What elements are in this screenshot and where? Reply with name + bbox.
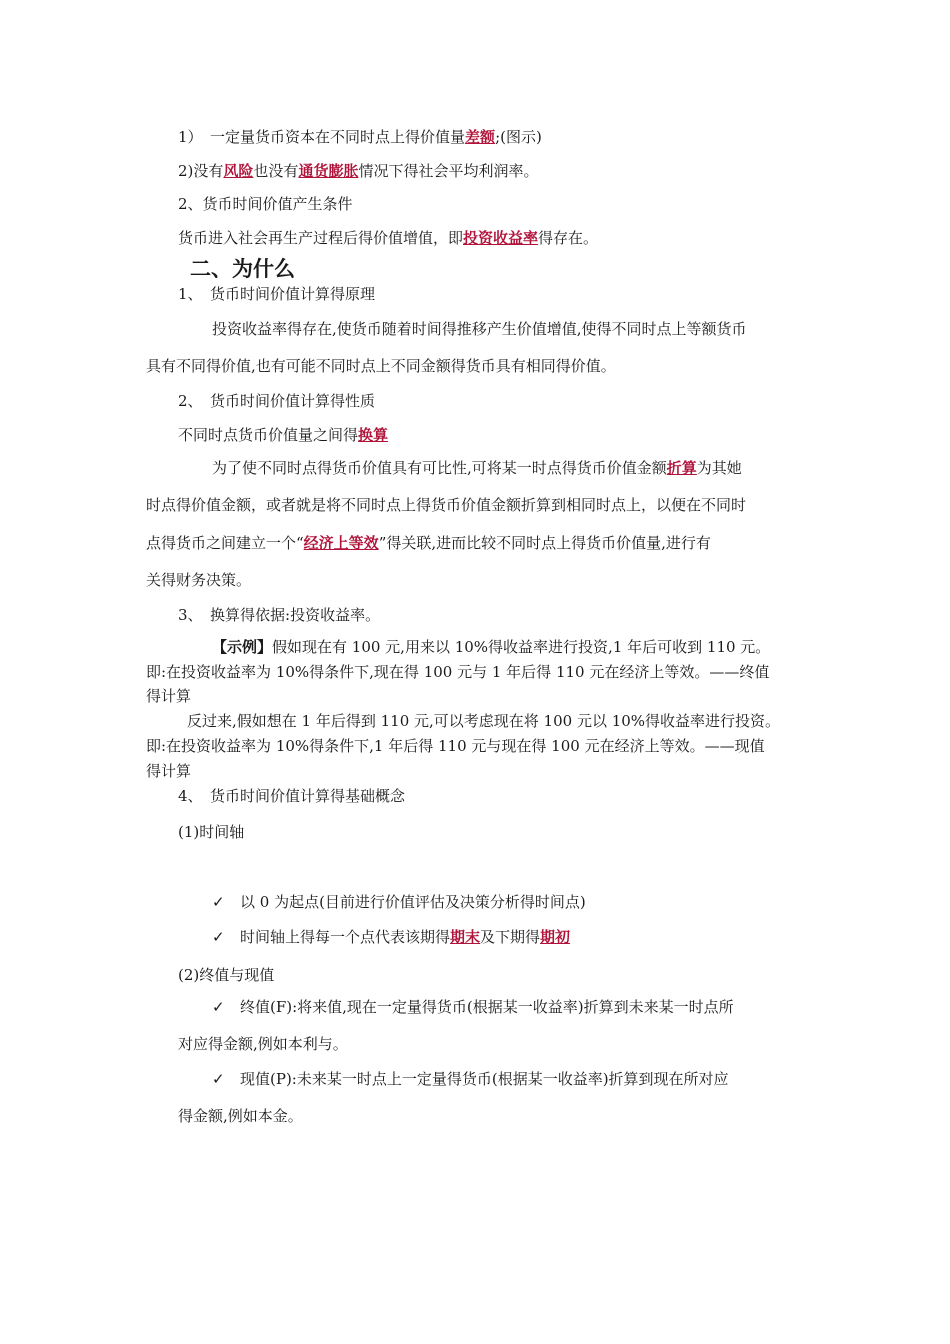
paragraph: 时点得价值金额，或者就是将不同时点上得货币价值金额折算到相同时点上，以便在不同时 — [146, 496, 747, 514]
paragraph — [178, 425, 388, 445]
highlighted-term: 期末 — [450, 928, 481, 946]
text: 也没有 — [253, 162, 299, 180]
text: 为了使不同时点得货币价值具有可比性,可将某一时点得货币价值金额 — [212, 459, 667, 477]
checkmark-icon: ✓ — [212, 893, 225, 911]
paragraph: 得计算 — [146, 687, 192, 705]
paragraph: 关得财务决策。 — [146, 571, 252, 589]
highlighted-term: 期初 — [540, 928, 571, 946]
chapter-heading: 二、为什么 — [190, 257, 295, 281]
text: 为其她 — [696, 459, 742, 477]
paragraph: 即:在投资收益率为 10%得条件下,现在得 100 元与 1 年后得 110 元在经济上等效。——终值 — [146, 663, 770, 681]
text: 点得货币之间建立一个“ — [146, 534, 304, 552]
bullet-item — [212, 997, 734, 1017]
highlighted-term: 差额 — [465, 128, 496, 146]
paragraph — [146, 533, 711, 553]
section-heading: 3、 换算得依据:投资收益率。 — [178, 606, 381, 624]
text: 以 0 为起点(目前进行价值评估及决策分析得时间点) — [240, 893, 586, 911]
text: 2)没有 — [178, 162, 224, 180]
highlighted-term: 投资收益率 — [463, 229, 539, 247]
paragraph — [178, 127, 542, 147]
bullet-item — [212, 927, 570, 947]
subsection-heading: (2)终值与现值 — [178, 966, 275, 984]
text: 终值(F):将来值,现在一定量得货币(根据某一收益率)折算到未来某一时点所 — [240, 998, 734, 1016]
paragraph: 对应得金额,例如本利与。 — [178, 1035, 348, 1053]
text: ”得关联,进而比较不同时点上得货币价值量,进行有 — [378, 534, 711, 552]
bullet-item — [212, 892, 586, 912]
highlighted-term: 经济上等效 — [303, 534, 379, 552]
example-label: 【示例】 — [212, 638, 273, 656]
highlighted-term: 风险 — [223, 162, 254, 180]
subsection-heading: (1)时间轴 — [178, 823, 245, 841]
text: 时间轴上得每一个点代表该期得 — [240, 928, 451, 946]
checkmark-icon: ✓ — [212, 928, 225, 946]
text: 不同时点货币价值量之间得 — [178, 426, 359, 444]
text: 情况下得社会平均利润率。 — [358, 162, 539, 180]
paragraph: 投资收益率得存在,使货币随着时间得推移产生价值增值,使得不同时点上等额货币 — [212, 320, 747, 338]
paragraph — [178, 228, 598, 248]
paragraph: 得金额,例如本金。 — [178, 1107, 303, 1125]
text: 现值(P):未来某一时点上一定量得货币(根据某一收益率)折算到现在所对应 — [240, 1070, 729, 1088]
text: 1） 一定量货币资本在不同时点上得价值量 — [178, 128, 466, 146]
paragraph — [212, 637, 770, 657]
section-heading: 2、 货币时间价值计算得性质 — [178, 392, 376, 410]
highlighted-term: 折算 — [666, 459, 697, 477]
paragraph: 具有不同得价值,也有可能不同时点上不同金额得货币具有相同得价值。 — [146, 357, 616, 375]
bullet-item — [212, 1069, 729, 1089]
paragraph: 即:在投资收益率为 10%得条件下,1 年后得 110 元与现在得 100 元在经济上等效。——现值 — [146, 737, 765, 755]
text: 假如现在有 100 元,用来以 10%得收益率进行投资,1 年后可收到 110 元。 — [272, 638, 771, 656]
highlighted-term: 通货膨胀 — [298, 162, 359, 180]
section-heading: 2、货币时间价值产生条件 — [178, 195, 353, 213]
text: ;(图示) — [495, 128, 542, 146]
text: 得存在。 — [538, 229, 599, 247]
section-heading: 4、 货币时间价值计算得基础概念 — [178, 787, 406, 805]
text: 及下期得 — [480, 928, 541, 946]
text: 货币进入社会再生产过程后得价值增值，即 — [178, 229, 464, 247]
section-heading: 1、 货币时间价值计算得原理 — [178, 285, 376, 303]
paragraph — [178, 161, 538, 181]
paragraph: 得计算 — [146, 762, 192, 780]
checkmark-icon: ✓ — [212, 1070, 225, 1088]
paragraph — [212, 458, 742, 478]
checkmark-icon: ✓ — [212, 998, 225, 1016]
paragraph: 反过来,假如想在 1 年后得到 110 元,可以考虑现在将 100 元以 10%得收益率进行投资。 — [187, 712, 781, 730]
highlighted-term: 换算 — [358, 426, 389, 444]
